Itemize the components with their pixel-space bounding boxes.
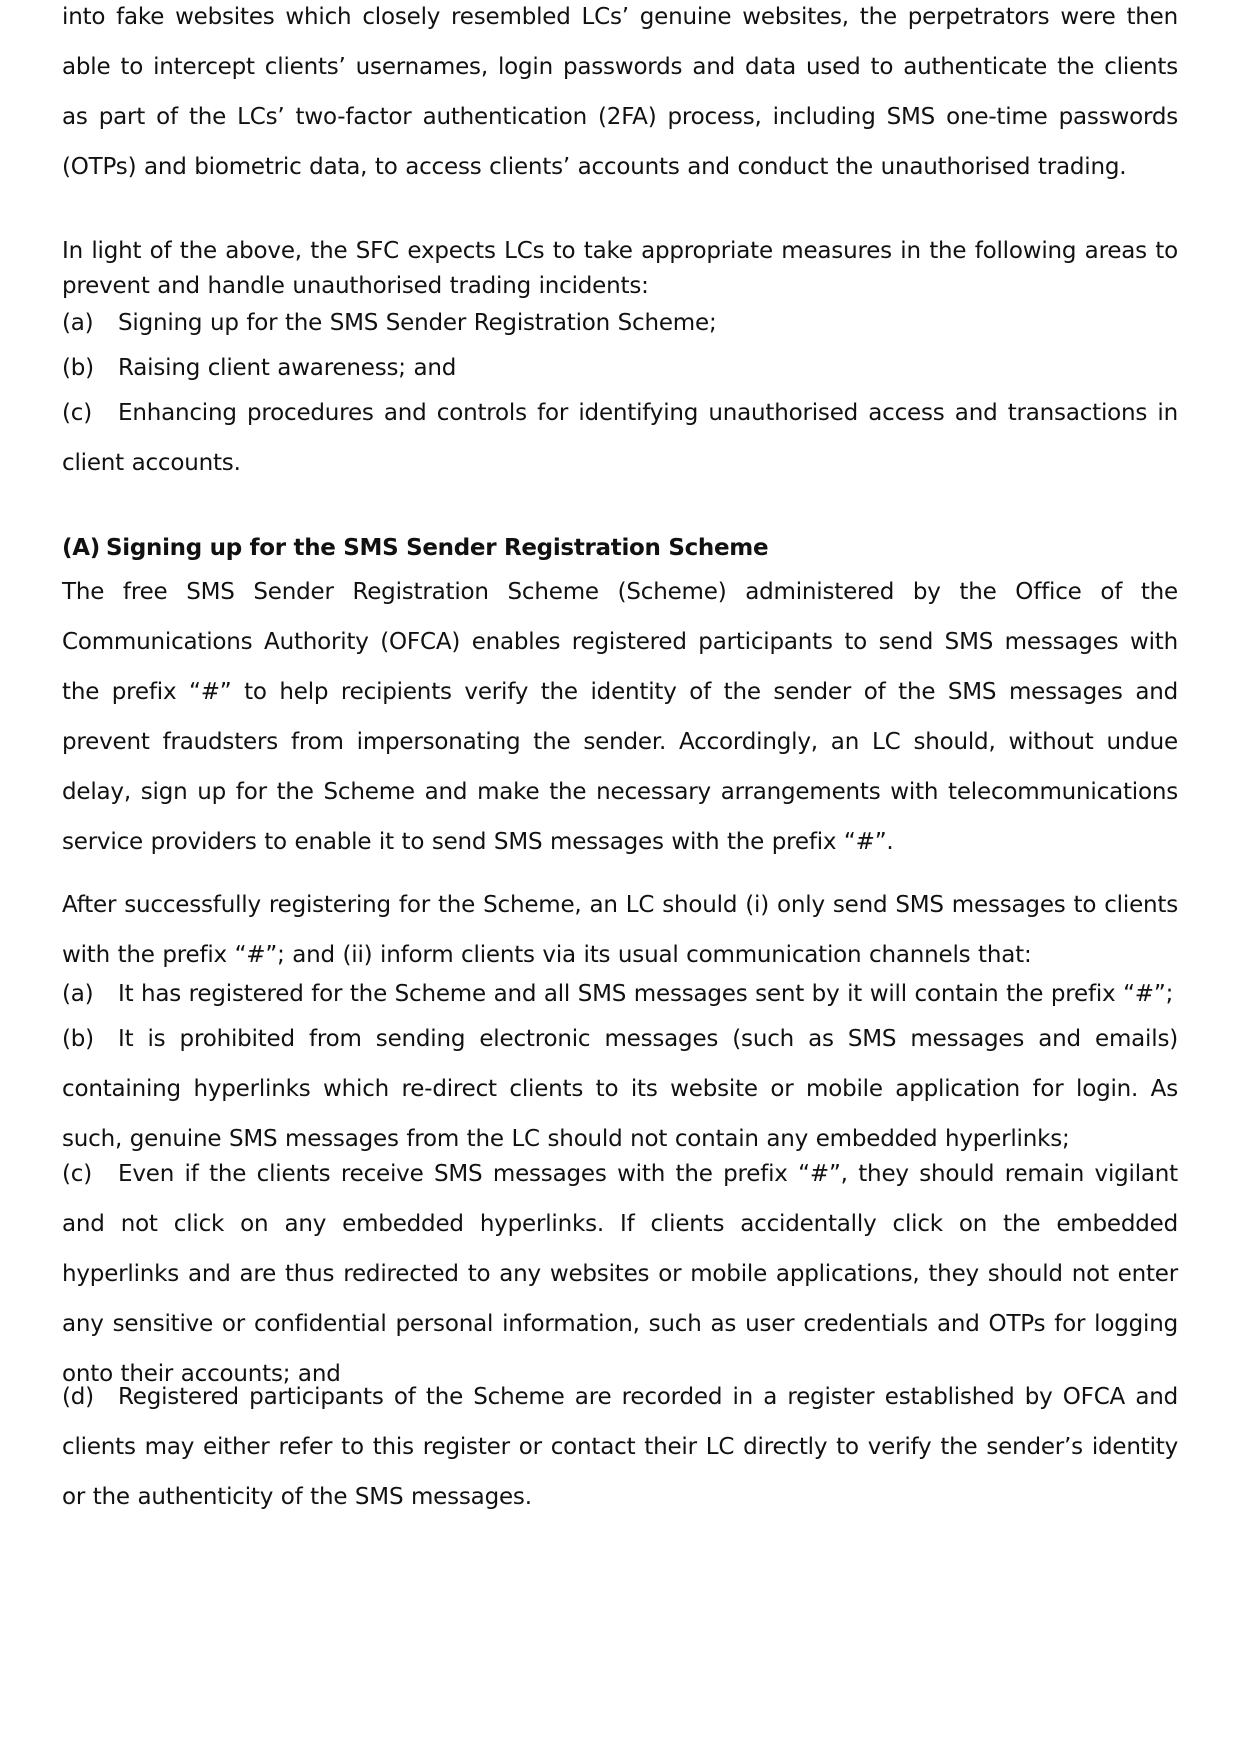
section-a-item-marker: (c) xyxy=(62,1161,92,1187)
section-a-item-c xyxy=(62,1149,1178,1399)
section-a-item-text: Even if the clients receive SMS messages with the prefix “#”, they should remain vigilant and not click on any embedded hyperlinks. If clients accidentally click on the embedded hyperlinks and are thus redirected to any websites or mobile applications, they should not enter any sensitive or confidential personal information, such as user credentials and OTPs for logging onto their accounts; and xyxy=(62,1161,1178,1387)
section-a-marker: (A) xyxy=(62,535,100,561)
section-a-item-a xyxy=(62,969,1178,1019)
section-a-item-text: It has registered for the Scheme and all SMS messages sent by it will contain the prefix “#”; xyxy=(118,981,1174,1007)
section-a-item-text: It is prohibited from sending electronic messages (such as SMS messages and emails) containing hyperlinks which re-direct clients to its website or mobile application for login. As such, genuine SMS messages from the LC should not contain any embedded hyperlinks; xyxy=(62,1026,1178,1152)
area-item-text: Raising client awareness; and xyxy=(118,355,457,381)
section-a-item-marker: (a) xyxy=(62,981,94,1007)
area-item-marker: (a) xyxy=(62,310,94,336)
section-a-item-text: Registered participants of the Scheme are recorded in a register established by OFCA and clients may either refer to this register or contact their LC directly to verify the sender’s identity or the authenticity of the SMS messages. xyxy=(62,1384,1178,1510)
section-a-item-marker: (d) xyxy=(62,1384,94,1410)
section-a-heading xyxy=(62,523,1178,573)
section-a-body-paragraph: The free SMS Sender Registration Scheme (Scheme) administered by the Office of the Communications Authority (OFCA) enables registered participants to send SMS messages with the prefix “#” to help recipients verify the identity of the sender of the SMS messages and prevent fraudsters from impersonating the sender. Accordingly, an LC should, without undue delay, sign up for the Scheme and make the necessary arrangements with telecommunications service providers to enable it to send SMS messages with the prefix “#”. xyxy=(62,579,1178,855)
area-item-b xyxy=(62,343,1178,393)
area-item-c xyxy=(62,388,1178,488)
area-item-marker: (b) xyxy=(62,355,94,381)
section-a-after-lead-paragraph: After successfully registering for the Scheme, an LC should (i) only send SMS messages to clients with the prefix “#”; and (ii) inform clients via its usual communication channels that: xyxy=(62,892,1178,968)
section-a-item-b xyxy=(62,1014,1178,1164)
area-item-text: Signing up for the SMS Sender Registration Scheme; xyxy=(118,310,717,336)
section-a-item-marker: (b) xyxy=(62,1026,94,1052)
section-a-title: Signing up for the SMS Sender Registration Scheme xyxy=(106,535,769,561)
area-item-a xyxy=(62,298,1178,348)
intro-lead-paragraph: In light of the above, the SFC expects LCs to take appropriate measures in the following areas to prevent and handle unauthorised trading incidents: xyxy=(62,238,1178,299)
area-item-marker: (c) xyxy=(62,400,92,426)
intro-continuation-paragraph: into fake websites which closely resembled LCs’ genuine websites, the perpetrators were then able to intercept clients’ usernames, login passwords and data used to authenticate the clients as part of the LCs’ two-factor authentication (2FA) process, including SMS one-time passwords (OTPs) and biometric data, to access clients’ accounts and conduct the unauthorised trading. xyxy=(62,4,1178,180)
area-item-text: Enhancing procedures and controls for identifying unauthorised access and transactions in client accounts. xyxy=(62,400,1178,476)
section-a-item-d xyxy=(62,1372,1178,1522)
